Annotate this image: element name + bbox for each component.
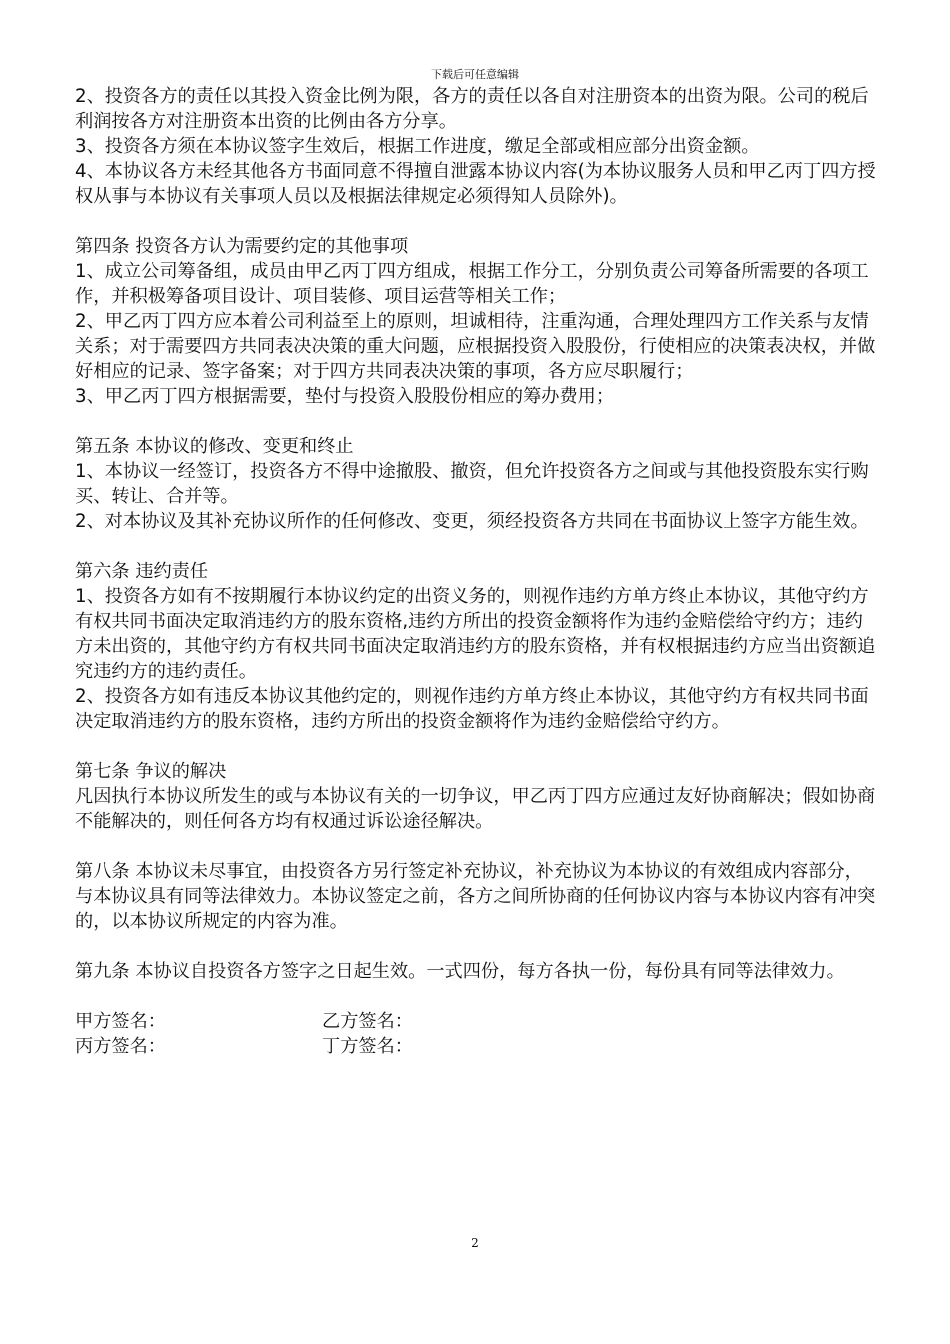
signature-label-party-d: 丁方签名： bbox=[322, 1036, 413, 1057]
paragraph: 3、投资各方须在本协议签字生效后，根据工作进度，缴足全部或相应部分出资金额。 bbox=[75, 136, 760, 157]
paragraph: 2、对本协议及其补充协议所作的任何修改、变更，须经投资各方共同在书面协议上签字方能生效。 bbox=[75, 511, 869, 532]
paragraph: 4、本协议各方未经其他各方书面同意不得擅自泄露本协议内容(为本协议服务人员和甲乙丙丁四方授权从事与本协议有关事项人员以及根据法律规定必须得知人员除外)。 bbox=[75, 161, 876, 207]
signature-label-party-b: 乙方签名： bbox=[322, 1011, 413, 1032]
paragraph: 第八条 本协议未尽事宜，由投资各方另行签定补充协议，补充协议为本协议的有效组成内容部分，与本协议具有同等法律效力。本协议签定之前，各方之间所协商的任何协议内容与本协议内容有冲突的，以本协议所规定的内容为准。 bbox=[75, 861, 876, 932]
clause-block-9 bbox=[75, 959, 880, 984]
clause-block-6 bbox=[75, 559, 880, 734]
paragraph: 第九条 本协议自投资各方签字之日起生效。一式四份，每方各执一份，每份具有同等法律效力。 bbox=[75, 961, 845, 982]
document-body bbox=[75, 84, 880, 1059]
paragraph: 2、投资各方如有违反本协议其他约定的，则视作违约方单方终止本协议，其他守约方有权共同书面决定取消违约方的股东资格，违约方所出的投资金额将作为违约金赔偿给守约方。 bbox=[75, 686, 869, 732]
paragraph: 1、成立公司筹备组，成员由甲乙丙丁四方组成，根据工作分工，分别负责公司筹备所需要的各项工作，并积极筹备项目设计、项目装修、项目运营等相关工作； bbox=[75, 261, 869, 307]
clause-heading: 第五条 本协议的修改、变更和终止 bbox=[75, 436, 354, 457]
clause-block-3-cont bbox=[75, 84, 880, 209]
page-header: 下载后可任意编辑 bbox=[431, 68, 519, 81]
clause-block-5 bbox=[75, 434, 880, 534]
paragraph: 凡因执行本协议所发生的或与本协议有关的一切争议，甲乙丙丁四方应通过友好协商解决；假如协商不能解决的，则任何各方均有权通过诉讼途径解决。 bbox=[75, 786, 876, 832]
clause-heading: 第六条 违约责任 bbox=[75, 561, 209, 582]
paragraph: 2、甲乙丙丁四方应本着公司利益至上的原则，坦诚相待，注重沟通，合理处理四方工作关系与友情关系；对于需要四方共同表决决策的重大问题，应根据投资入股股份，行使相应的决策表决权，并做好相应的记录、签字备案；对于四方共同表决决策的事项，各方应尽职履行； bbox=[75, 311, 876, 382]
signature-label-party-c: 丙方签名： bbox=[75, 1036, 166, 1057]
paragraph: 3、甲乙丙丁四方根据需要，垫付与投资入股股份相应的筹办费用； bbox=[75, 386, 615, 407]
clause-block-7 bbox=[75, 759, 880, 834]
clause-block-4 bbox=[75, 234, 880, 409]
clause-block-8 bbox=[75, 859, 880, 934]
signature-section bbox=[75, 1009, 880, 1059]
clause-heading: 第四条 投资各方认为需要约定的其他事项 bbox=[75, 236, 409, 257]
paragraph: 1、本协议一经签订，投资各方不得中途撤股、撤资，但允许投资各方之间或与其他投资股东实行购买、转让、合并等。 bbox=[75, 461, 869, 507]
paragraph: 1、投资各方如有不按期履行本协议约定的出资义务的，则视作违约方单方终止本协议，其他守约方有权共同书面决定取消违约方的股东资格,违约方所出的投资金额将作为违约金赔偿给守约方；违约方未出资的，其他守约方有权共同书面决定取消违约方的股东资格，并有权根据违约方应当出资额追究违约方的违约责任。 bbox=[75, 586, 876, 682]
clause-heading: 第七条 争议的解决 bbox=[75, 761, 227, 782]
signature-label-party-a: 甲方签名： bbox=[75, 1011, 166, 1032]
signature-row bbox=[75, 1009, 880, 1034]
paragraph: 2、投资各方的责任以其投入资金比例为限，各方的责任以各自对注册资本的出资为限。公司的税后利润按各方对注册资本出资的比例由各方分享。 bbox=[75, 86, 869, 132]
page-number: 2 bbox=[471, 1236, 479, 1250]
signature-row bbox=[75, 1034, 880, 1059]
